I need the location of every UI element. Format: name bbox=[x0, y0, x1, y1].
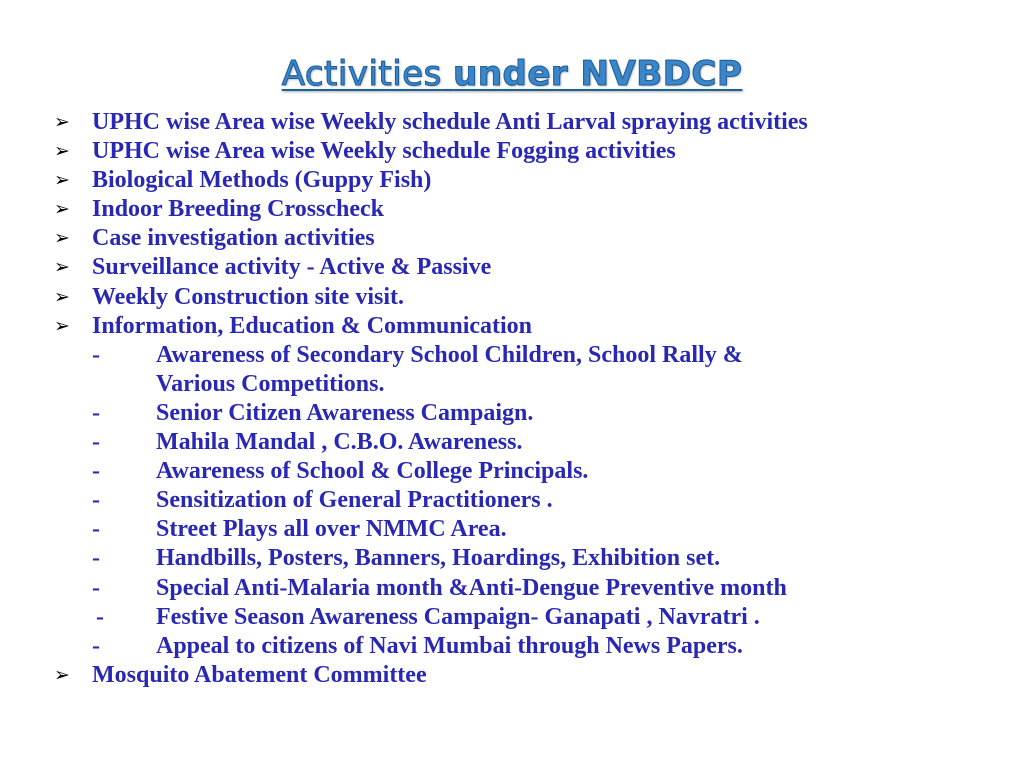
sub-list-item-text: Handbills, Posters, Banners, Hoardings, Exhibition set. bbox=[156, 545, 721, 572]
list-item bbox=[54, 661, 1014, 690]
sub-list-item-continuation bbox=[54, 370, 1014, 399]
list-item bbox=[54, 108, 1014, 137]
arrow-bullet-icon: ➢ bbox=[54, 663, 70, 686]
sub-list-item bbox=[54, 486, 1014, 515]
list-item-text: Surveillance activity - Active & Passive bbox=[92, 254, 492, 281]
sub-list-item-text: Various Competitions. bbox=[156, 370, 385, 397]
list-item-text: Information, Education & Communication bbox=[92, 312, 533, 339]
sub-list-item bbox=[54, 515, 1014, 544]
sub-list-item-text: Senior Citizen Awareness Campaign. bbox=[156, 399, 534, 426]
arrow-bullet-icon: ➢ bbox=[54, 314, 70, 337]
title-part-activities: Activities bbox=[281, 54, 442, 94]
dash-bullet: - bbox=[96, 603, 104, 630]
sub-list-item bbox=[54, 632, 1014, 661]
sub-list-item-text: Awareness of Secondary School Children, School Rally & bbox=[156, 341, 743, 368]
list-item bbox=[54, 312, 1014, 341]
dash-bullet: - bbox=[92, 545, 100, 572]
sub-list-item-text: Awareness of School & College Principals. bbox=[156, 458, 589, 485]
list-item-text: UPHC wise Area wise Weekly schedule Fogging activities bbox=[92, 138, 676, 165]
list-item bbox=[54, 166, 1014, 195]
list-item-text: Weekly Construction site visit. bbox=[92, 283, 404, 310]
slide-title bbox=[0, 52, 1024, 96]
dash-bullet: - bbox=[92, 632, 100, 659]
arrow-bullet-icon: ➢ bbox=[54, 169, 70, 192]
list-item-text: Indoor Breeding Crosscheck bbox=[92, 196, 385, 223]
dash-bullet: - bbox=[92, 429, 100, 456]
dash-bullet: - bbox=[92, 341, 100, 368]
list-item-text: Mosquito Abatement Committee bbox=[92, 661, 427, 688]
list-item bbox=[54, 224, 1014, 253]
arrow-bullet-icon: ➢ bbox=[54, 256, 70, 279]
sub-list-item bbox=[54, 603, 1014, 632]
arrow-bullet-icon: ➢ bbox=[54, 111, 70, 133]
sub-list-item-text: Appeal to citizens of Navi Mumbai through News Papers. bbox=[156, 632, 743, 659]
dash-bullet: - bbox=[92, 399, 100, 426]
title-part-under-nvbdcp: under NVBDCP bbox=[453, 54, 743, 94]
sub-list-item bbox=[54, 399, 1014, 428]
sub-list-item bbox=[54, 544, 1014, 573]
list-item-text: Case investigation activities bbox=[92, 225, 375, 252]
dash-bullet: - bbox=[92, 487, 100, 514]
activities-list bbox=[54, 108, 1014, 690]
sub-list-item bbox=[54, 341, 1014, 370]
dash-bullet: - bbox=[92, 516, 100, 543]
sub-list-item-text: Street Plays all over NMMC Area. bbox=[156, 516, 507, 543]
sub-list-item bbox=[54, 574, 1014, 603]
sub-list-item-text: Sensitization of General Practitioners . bbox=[156, 487, 553, 514]
arrow-bullet-icon: ➢ bbox=[54, 198, 70, 221]
arrow-bullet-icon: ➢ bbox=[54, 227, 70, 250]
sub-list-item-text: Special Anti-Malaria month &Anti-Dengue Preventive month bbox=[156, 574, 787, 601]
sub-list-item bbox=[54, 428, 1014, 457]
list-item-text: UPHC wise Area wise Weekly schedule Anti Larval spraying activities bbox=[92, 109, 808, 135]
sub-list-item-text: Festive Season Awareness Campaign- Ganapati , Navratri . bbox=[156, 603, 760, 630]
list-item bbox=[54, 195, 1014, 224]
dash-bullet: - bbox=[92, 574, 100, 601]
sub-list-item-text: Mahila Mandal , C.B.O. Awareness. bbox=[156, 429, 523, 456]
list-item-text: Biological Methods (Guppy Fish) bbox=[92, 167, 432, 194]
arrow-bullet-icon: ➢ bbox=[54, 285, 70, 308]
sub-list-item bbox=[54, 457, 1014, 486]
list-item bbox=[54, 283, 1014, 312]
arrow-bullet-icon: ➢ bbox=[54, 140, 70, 163]
dash-bullet: - bbox=[92, 458, 100, 485]
list-item bbox=[54, 253, 1014, 282]
list-item bbox=[54, 137, 1014, 166]
